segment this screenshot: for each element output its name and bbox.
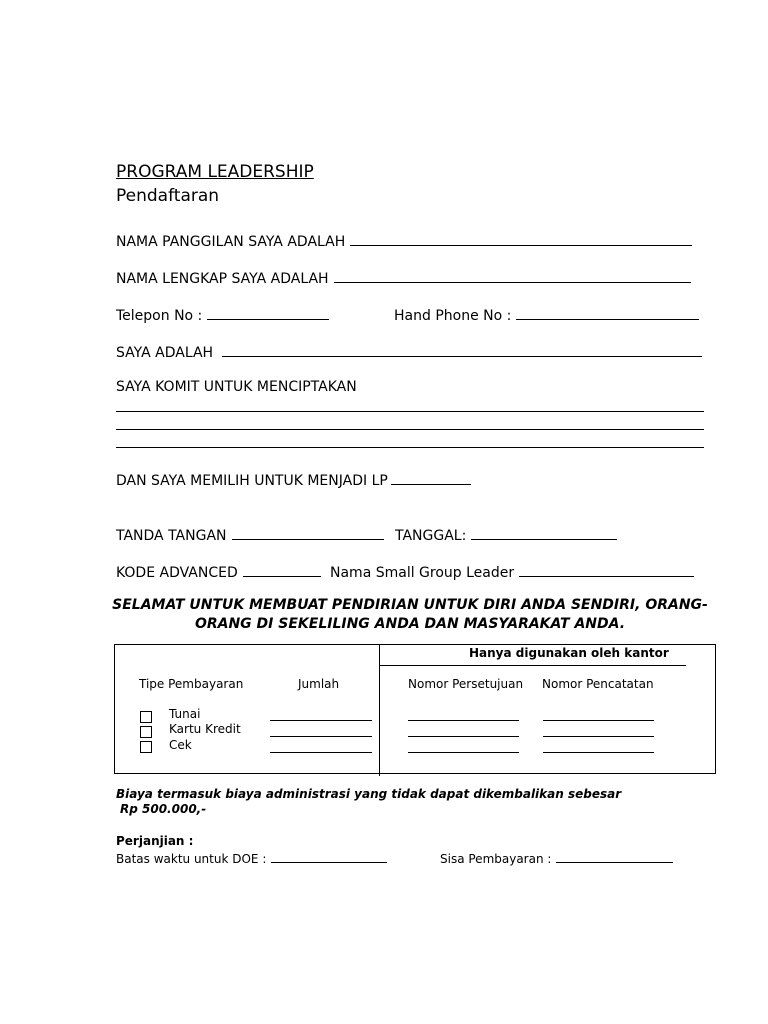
komit-line-1[interactable] [116,411,704,412]
memilih-field[interactable] [391,470,471,485]
fee-note-line1: Biaya termasuk biaya administrasi yang tidak dapat dikembalikan sebesar [116,787,622,801]
tanda-tangan-label: TANDA TANGAN [116,528,227,544]
payment-box [114,644,716,774]
tanggal-row [395,525,617,544]
handphone-row [394,305,699,324]
memilih-row [116,470,471,489]
nomor-pencatatan-header: Nomor Pencatatan [542,677,654,691]
perjanjian-label: Perjanjian : [116,834,194,848]
fee-note-amount: Rp 500.000,- [120,802,207,816]
small-group-leader-field[interactable] [519,562,694,577]
jumlah-header: Jumlah [298,677,340,691]
kode-advanced-row [116,562,321,581]
kode-advanced-field[interactable] [243,562,321,577]
form-subtitle: Pendaftaran [116,186,220,206]
tunai-checkbox[interactable] [140,711,152,723]
telepon-field[interactable] [207,305,329,320]
tunai-label: Tunai [169,707,201,721]
office-only-label: Hanya digunakan oleh kantor [469,646,669,660]
tunai-pencatatan-field[interactable] [543,720,654,721]
saya-adalah-field[interactable] [222,342,702,357]
cek-persetujuan-field[interactable] [408,752,519,753]
saya-adalah-row [116,342,702,361]
doe-field[interactable] [271,850,387,863]
office-only-underline [380,665,686,666]
memilih-label: DAN SAYA MEMILIH UNTUK MENJADI LP [116,473,388,489]
kode-advanced-label: KODE ADVANCED [116,565,238,581]
small-group-leader-label: Nama Small Group Leader [330,565,515,581]
small-group-leader-row [330,562,694,581]
tanda-tangan-row [116,525,384,544]
nomor-persetujuan-header: Nomor Persetujuan [408,677,524,691]
komit-line-3[interactable] [116,447,704,448]
form-title: PROGRAM LEADERSHIP [116,162,314,182]
kartu-kredit-persetujuan-field[interactable] [408,736,519,737]
cek-label: Cek [169,738,192,752]
tanggal-label: TANGGAL: [395,528,467,544]
sisa-row [440,850,673,866]
sisa-field[interactable] [556,850,673,863]
kartu-kredit-checkbox[interactable] [140,726,152,738]
nickname-field[interactable] [350,231,692,246]
nickname-row [116,231,692,250]
kartu-kredit-label: Kartu Kredit [169,722,241,736]
payment-box-divider [379,644,380,776]
nickname-label: NAMA PANGGILAN SAYA ADALAH [116,234,346,250]
tunai-jumlah-field[interactable] [270,720,372,721]
cek-checkbox[interactable] [140,741,152,753]
commitment-notice: SELAMAT UNTUK MEMBUAT PENDIRIAN UNTUK DIRI ANDA SENDIRI, ORANG-ORANG DI SEKELILING ANDA DAN MASYARAKAT ANDA. [112,597,708,632]
tanggal-field[interactable] [471,525,617,540]
fullname-field[interactable] [334,268,691,283]
fullname-label: NAMA LENGKAP SAYA ADALAH [116,271,329,287]
saya-adalah-label: SAYA ADALAH [116,345,214,361]
cek-jumlah-field[interactable] [270,752,372,753]
handphone-label: Hand Phone No : [394,308,512,324]
tunai-persetujuan-field[interactable] [408,720,519,721]
handphone-field[interactable] [516,305,699,320]
tipe-pembayaran-header: Tipe Pembayaran [139,677,244,691]
kartu-kredit-pencatatan-field[interactable] [543,736,654,737]
telepon-label: Telepon No : [116,308,203,324]
doe-row [116,850,387,866]
fullname-row [116,268,691,287]
sisa-label: Sisa Pembayaran : [440,852,552,866]
tanda-tangan-field[interactable] [232,525,384,540]
komit-line-2[interactable] [116,429,704,430]
telepon-row [116,305,329,324]
kartu-kredit-jumlah-field[interactable] [270,736,372,737]
komit-label: SAYA KOMIT UNTUK MENCIPTAKAN [116,379,357,395]
cek-pencatatan-field[interactable] [543,752,654,753]
doe-label: Batas waktu untuk DOE : [116,852,267,866]
